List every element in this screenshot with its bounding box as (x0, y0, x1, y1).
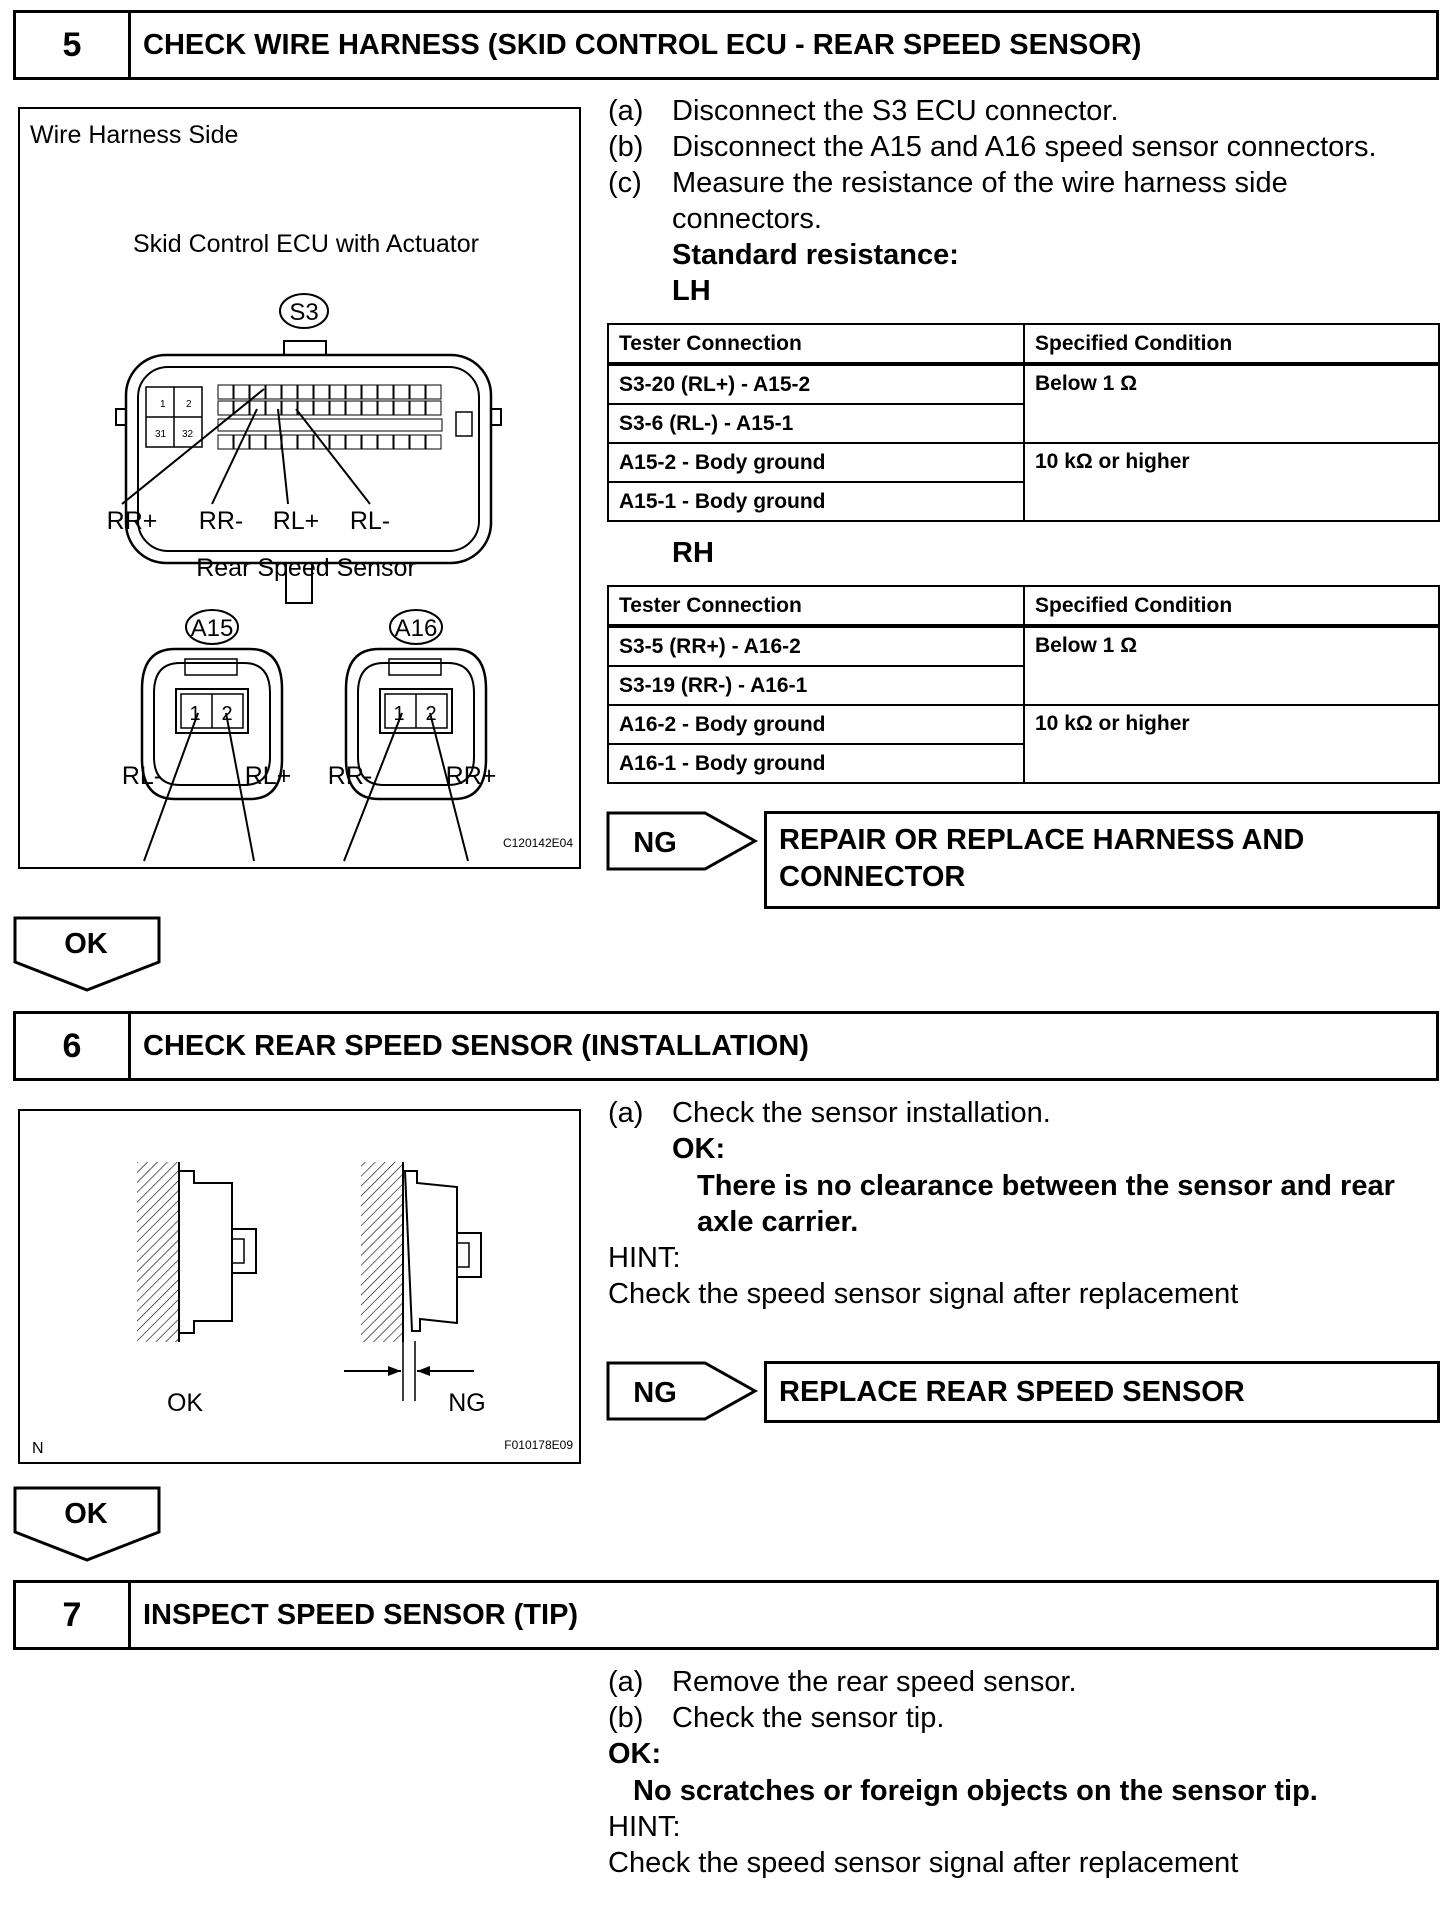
lh-spec-table (607, 323, 1440, 522)
ecu-pin (362, 385, 377, 399)
table-header-row (608, 324, 1439, 364)
ecu-pin (394, 401, 409, 415)
ecu-pin (426, 435, 441, 449)
ecu-pin (266, 435, 281, 449)
ecu-pin (410, 435, 425, 449)
table-header-cell: Specified Condition (1024, 324, 1439, 364)
ok-installation (137, 1162, 256, 1342)
ecu-pin (362, 401, 377, 415)
ecu-power-pins (146, 387, 202, 447)
ecu-pin (282, 385, 297, 399)
ok-label: OK (64, 1498, 108, 1530)
ecu-pin (314, 385, 329, 399)
ok-criteria-line: There is no clearance between the sensor and rear (697, 1170, 1395, 1202)
wire-harness-figure (18, 107, 581, 869)
ecu-pin (410, 385, 425, 399)
ok-figure-label: OK (166, 1389, 204, 1417)
table-cell: A15-2 - Body ground (608, 443, 1024, 482)
label-a16-rr-plus: RR+ (445, 762, 497, 790)
table-header-cell: Specified Condition (1024, 586, 1439, 626)
ecu-pin (218, 401, 233, 415)
ng-label: NG (633, 827, 677, 859)
ecu-pin (218, 435, 233, 449)
ecu-pin (282, 401, 297, 415)
figure-id: F010178E09 (504, 1438, 573, 1452)
label-rl-minus: RL- (349, 507, 391, 535)
ecu-pin (426, 385, 441, 399)
table-cell: 10 kΩ or higher (1024, 443, 1439, 521)
ecu-pin (298, 385, 313, 399)
step-label: (b) (608, 1702, 644, 1734)
ecu-signal-pins (218, 385, 442, 449)
a15-pin1: 1 (189, 703, 201, 725)
ecu-pin (266, 385, 281, 399)
table-cell: S3-6 (RL-) - A15-1 (608, 404, 1024, 443)
table-cell: S3-19 (RR-) - A16-1 (608, 666, 1024, 705)
rh-spec-table (607, 585, 1440, 784)
a15-label: A15 (190, 615, 234, 642)
ng-result-text: REPLACE REAR SPEED SENSOR (779, 1376, 1245, 1408)
ecu-pin (282, 435, 297, 449)
a16-label: A16 (394, 615, 438, 642)
ecu-pin (378, 435, 393, 449)
table-header-row (608, 586, 1439, 626)
table-cell: S3-20 (RL+) - A15-2 (608, 364, 1024, 404)
standard-resistance-label: Standard resistance: (672, 239, 959, 271)
step-label: (c) (608, 167, 642, 199)
ecu-pin (250, 401, 265, 415)
sensor-installation-diagram (20, 1111, 583, 1466)
ecu-pin (330, 385, 345, 399)
a15-pin2: 2 (221, 703, 233, 725)
step-label: (a) (608, 1666, 644, 1698)
ok-criteria-line: axle carrier. (697, 1206, 859, 1238)
ecu-pin (394, 385, 409, 399)
step-label: (a) (608, 95, 644, 127)
step-label: (b) (608, 131, 644, 163)
table-cell: Below 1 Ω (1024, 364, 1439, 443)
hint-text: Check the speed sensor signal after replacement (608, 1278, 1239, 1310)
hint-text: Check the speed sensor signal after replacement (608, 1847, 1239, 1879)
step-text: Disconnect the S3 ECU connector. (672, 95, 1119, 127)
table-header-cell: Tester Connection (608, 324, 1024, 364)
sensor-label: Rear Speed Sensor (196, 554, 416, 582)
ecu-side-tab-left (116, 409, 126, 425)
ecu-pin (218, 385, 233, 399)
ecu-pin (378, 401, 393, 415)
table-row (608, 364, 1439, 404)
ecu-pin (298, 435, 313, 449)
svg-text:32: 32 (182, 429, 194, 440)
table-cell: Below 1 Ω (1024, 626, 1439, 705)
ecu-key (456, 412, 472, 436)
step-number: 6 (16, 1014, 131, 1078)
lh-label: LH (672, 275, 711, 307)
table-cell: S3-5 (RR+) - A16-2 (608, 626, 1024, 666)
step-title: CHECK WIRE HARNESS (SKID CONTROL ECU - REAR SPEED SENSOR) (143, 28, 1142, 61)
ecu-pin (426, 401, 441, 415)
ng-result-line: CONNECTOR (779, 861, 966, 893)
ecu-pin (346, 385, 361, 399)
table-row (608, 626, 1439, 666)
step-6-header (13, 1011, 1439, 1081)
wire-harness-diagram (20, 109, 583, 871)
a16-connector (344, 610, 486, 861)
ng-result-box (764, 1361, 1440, 1423)
ecu-pin (250, 435, 265, 449)
label-a16-rr-minus: RR- (327, 762, 373, 790)
label-a15-rl-plus: RL+ (244, 762, 292, 790)
ecu-side-tab-right (491, 409, 501, 425)
step-title: INSPECT SPEED SENSOR (TIP) (143, 1598, 579, 1631)
step-text: Measure the resistance of the wire harness side (672, 167, 1288, 199)
ecu-pin (394, 435, 409, 449)
ecu-pin (314, 401, 329, 415)
ok-arrow (13, 1486, 161, 1562)
ecu-pin (346, 435, 361, 449)
ok-arrow (13, 916, 161, 992)
ng-result-box (764, 811, 1440, 909)
step-5-header (13, 10, 1439, 80)
step-7-header (13, 1580, 1439, 1650)
ng-result-line: REPAIR OR REPLACE HARNESS AND (779, 824, 1305, 856)
table-row (608, 443, 1439, 482)
table-cell: 10 kΩ or higher (1024, 705, 1439, 783)
ecu-pin (410, 401, 425, 415)
step-text-continued: connectors. (672, 203, 822, 235)
s3-label: S3 (289, 299, 319, 326)
ecu-pin (378, 385, 393, 399)
ok-label: OK (64, 928, 108, 960)
ecu-pin (330, 401, 345, 415)
label-rl-plus: RL+ (272, 507, 320, 535)
step-text: Remove the rear speed sensor. (672, 1666, 1077, 1698)
table-row (608, 705, 1439, 744)
ecu-latch (284, 341, 326, 355)
sensor-installation-figure (18, 1109, 581, 1464)
label-rr-minus: RR- (198, 507, 244, 535)
hint-label: HINT: (608, 1811, 681, 1843)
step-number: 7 (16, 1583, 131, 1647)
ecu-pin (234, 385, 249, 399)
table-cell: A15-1 - Body ground (608, 482, 1024, 521)
hint-label: HINT: (608, 1242, 681, 1274)
ok-criteria: No scratches or foreign objects on the sensor tip. (633, 1775, 1318, 1807)
ecu-pin (250, 385, 265, 399)
a16-pin2: 2 (425, 703, 437, 725)
svg-text:1: 1 (160, 399, 166, 410)
table-cell: A16-2 - Body ground (608, 705, 1024, 744)
a16-pin1: 1 (393, 703, 405, 725)
ecu-pin (330, 435, 345, 449)
ng-figure-label: NG (448, 1389, 486, 1417)
ecu-label: Skid Control ECU with Actuator (133, 230, 479, 258)
figure-heading: Wire Harness Side (30, 121, 239, 149)
step-text: Check the sensor installation. (672, 1097, 1051, 1129)
a15-connector (142, 610, 282, 861)
ecu-pin (346, 401, 361, 415)
label-a15-rl-minus: RL- (121, 762, 163, 790)
ng-label: NG (633, 1377, 677, 1409)
ok-heading: OK: (608, 1738, 662, 1770)
figure-id: C120142E04 (502, 836, 573, 850)
table-header-cell: Tester Connection (608, 586, 1024, 626)
corner-label: N (32, 1440, 44, 1457)
step-title: CHECK REAR SPEED SENSOR (INSTALLATION) (143, 1029, 809, 1062)
step-text: Disconnect the A15 and A16 speed sensor connectors. (672, 131, 1377, 163)
step-label: (a) (608, 1097, 644, 1129)
svg-text:31: 31 (155, 429, 167, 440)
table-cell: A16-1 - Body ground (608, 744, 1024, 783)
label-rr-plus: RR+ (106, 507, 158, 535)
ng-arrow (605, 1360, 760, 1422)
rh-label: RH (672, 537, 714, 569)
svg-text:2: 2 (186, 399, 192, 410)
step-number: 5 (16, 13, 131, 77)
ng-arrow (605, 810, 760, 872)
step-text: Check the sensor tip. (672, 1702, 945, 1734)
ng-installation (344, 1162, 481, 1401)
ecu-pin (362, 435, 377, 449)
ok-heading: OK: (672, 1133, 726, 1165)
